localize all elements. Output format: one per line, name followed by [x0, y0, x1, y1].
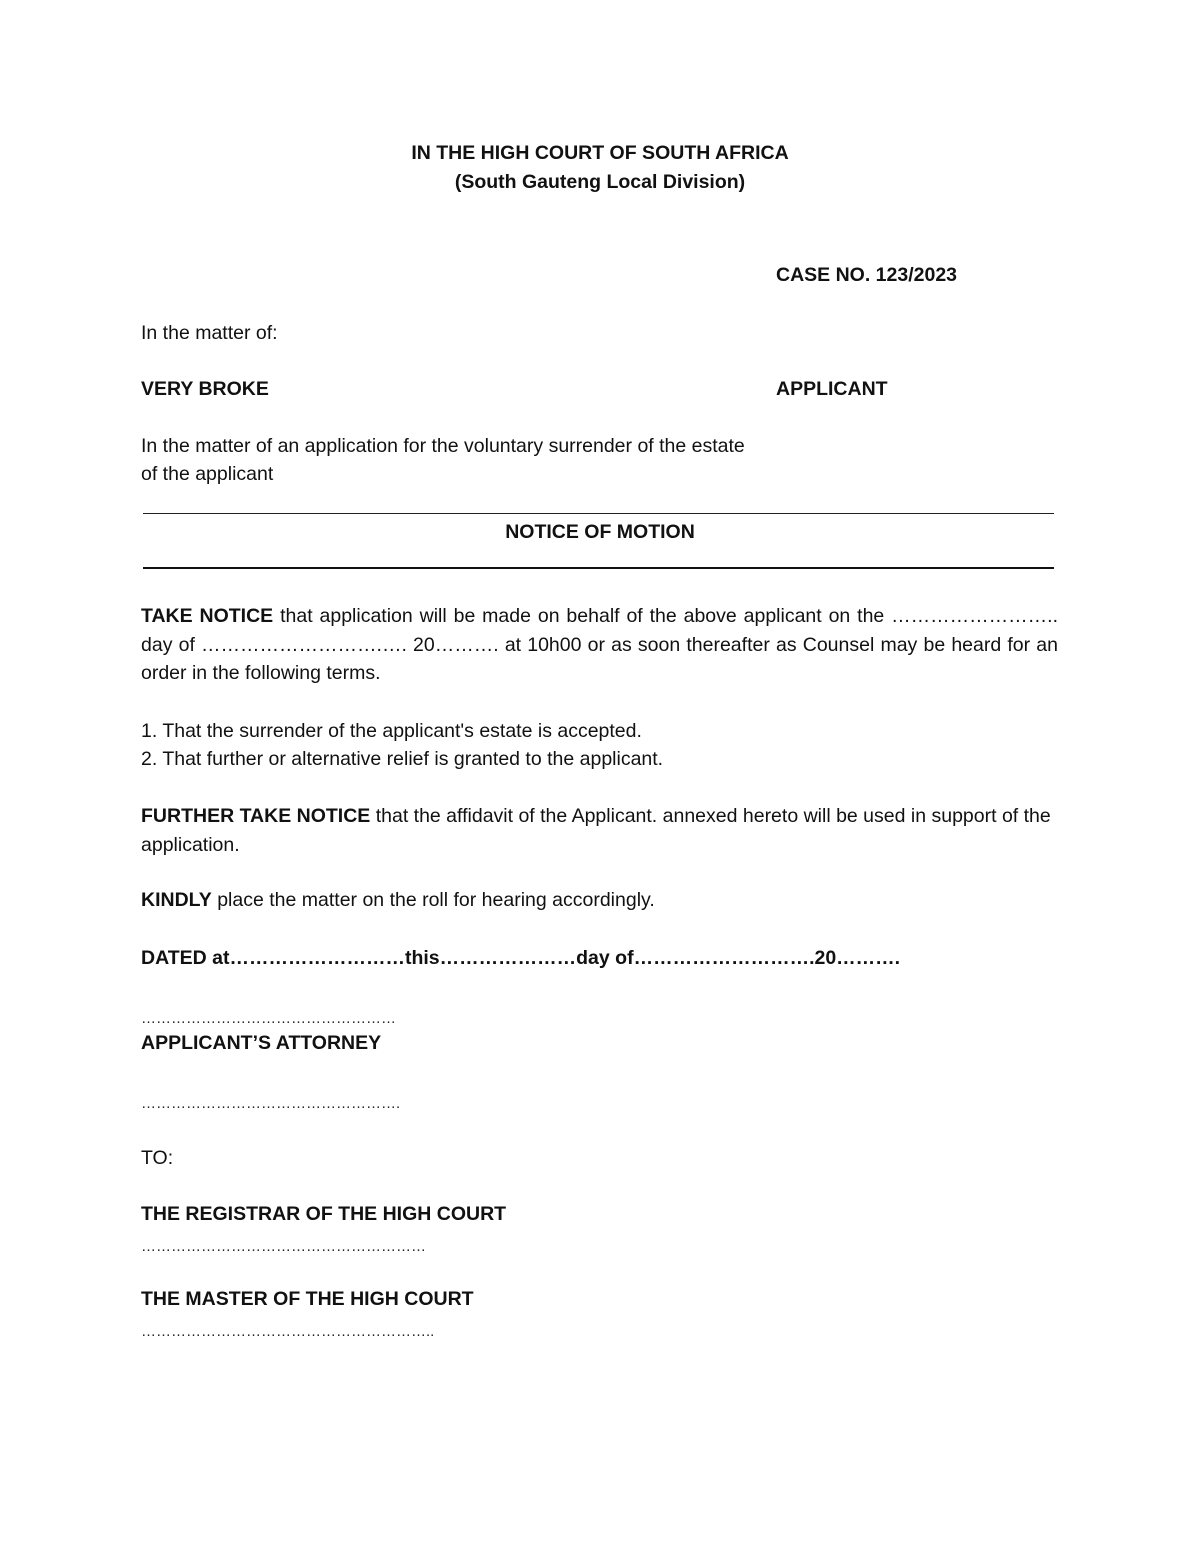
registrar-address-line: ………………………………………………… — [141, 1239, 426, 1255]
matter-description-line1: In the matter of an application for the voluntary surrender of the estate — [141, 435, 745, 457]
divider-bottom — [143, 567, 1054, 569]
kindly-paragraph — [141, 888, 655, 912]
take-notice-paragraph — [141, 602, 1058, 688]
court-division: (South Gauteng Local Division) — [454, 171, 746, 193]
master-label: THE MASTER OF THE HIGH COURT — [141, 1288, 474, 1310]
kindly-lead: KINDLY — [141, 889, 212, 911]
take-notice-lead: TAKE NOTICE — [141, 605, 274, 627]
case-number: CASE NO. 123/2023 — [776, 264, 958, 286]
master-address-line: ………………………………………………….. — [141, 1324, 435, 1340]
attorney-label: APPLICANT’S ATTORNEY — [141, 1032, 382, 1054]
order-item-2: 2. That further or alternative relief is granted to the applicant. — [141, 748, 664, 770]
court-title: IN THE HIGH COURT OF SOUTH AFRICA — [411, 142, 789, 164]
notice-title: NOTICE OF MOTION — [505, 521, 695, 543]
further-notice-paragraph — [141, 802, 1058, 859]
dated-line: DATED at………………………this…………………day of……………………….20………. — [141, 947, 901, 969]
signature-line: …………………………………………… — [141, 1011, 396, 1027]
further-notice-lead: FURTHER TAKE NOTICE — [141, 805, 371, 827]
order-item-1: 1. That the surrender of the applicant's estate is accepted. — [141, 720, 642, 742]
take-notice-text: that application will be made on behalf of the above applicant on the …………………….. day of ……………………….…. 20………. at 10h00 or as soon thereafter as Counsel may be heard for an order in the following terms. — [141, 605, 1058, 684]
to-label: TO: — [141, 1147, 174, 1169]
kindly-text: place the matter on the roll for hearing accordingly. — [211, 889, 655, 911]
attorney-address-line: ……………………………………………. — [141, 1096, 401, 1112]
registrar-label: THE REGISTRAR OF THE HIGH COURT — [141, 1203, 507, 1225]
further-notice-text: that the affidavit of the Applicant. annexed hereto will be used in support of the application. — [141, 805, 1051, 856]
matter-description-line2: of the applicant — [141, 463, 274, 485]
divider-top — [143, 513, 1054, 514]
party-role: APPLICANT — [776, 378, 888, 400]
party-name: VERY BROKE — [141, 378, 269, 400]
matter-intro: In the matter of: — [141, 322, 278, 344]
